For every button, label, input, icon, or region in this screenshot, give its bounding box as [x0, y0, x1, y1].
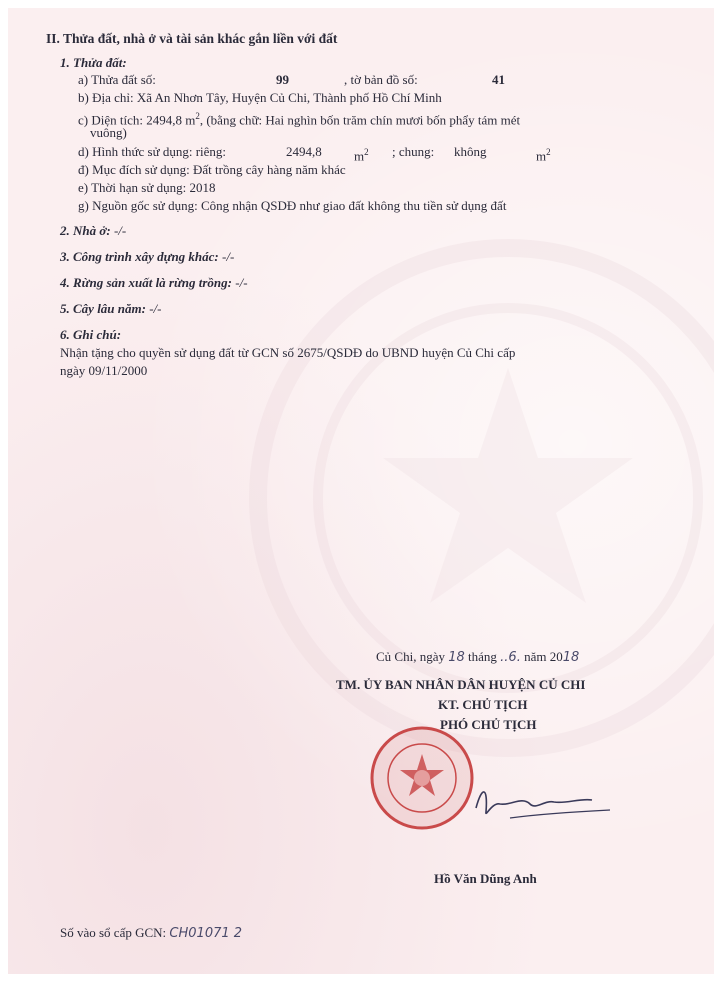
area-line-2: vuông) [90, 125, 127, 140]
sign-date-prefix: Củ Chi, ngày [376, 649, 445, 664]
house-row [60, 222, 126, 240]
usage-private-value: 2494,8 [286, 144, 322, 159]
area-line-text: c) Diện tích: 2494,8 m [78, 112, 196, 128]
usage-origin-line: g) Nguồn gốc sử dụng: Công nhận QSDĐ như giao đất không thu tiền sử dụng đất [78, 198, 507, 213]
sign-day: 18 [448, 650, 465, 665]
usage-unit-m: m [354, 148, 365, 164]
register-label: Số vào sổ cấp GCN: [60, 925, 167, 940]
house-heading: 2. Nhà ở: [60, 223, 111, 238]
trees-heading: 5. Cây lâu năm: [60, 301, 146, 316]
official-seal-icon [368, 724, 476, 832]
vice-chairman-title: PHÓ CHỦ TỊCH [440, 717, 537, 732]
sign-date [376, 648, 579, 667]
register-number [60, 924, 242, 943]
watermark-emblem [248, 188, 714, 808]
usage-unit-sup: 2 [364, 147, 369, 157]
map-sheet-value: 41 [492, 72, 505, 87]
area-line-rest: , (bằng chữ: Hai nghìn bốn trăm chín mươi bốn phẩy tám mét [199, 112, 521, 128]
house-value: -/- [113, 223, 127, 238]
signature-scribble-icon [470, 778, 620, 828]
notes-line-2: ngày 09/11/2000 [60, 363, 148, 378]
usage-common-label: ; chung: [392, 144, 435, 159]
section-title: II. Thửa đất, nhà ở và tài sản khác gắn liền với đất [46, 31, 338, 46]
forest-heading: 4. Rừng sản xuất là rừng trồng: [60, 275, 232, 290]
construction-heading: 3. Công trình xây dựng khác: [60, 249, 219, 264]
parcel-number-label: a) Thửa đất số: [78, 72, 156, 87]
issuing-org: TM. ỦY BAN NHÂN DÂN HUYỆN CỦ CHI [336, 677, 586, 692]
sign-month: ..6. [500, 650, 521, 665]
sign-year: 18 [562, 650, 580, 665]
notes-heading: 6. Ghi chú: [60, 327, 122, 342]
usage-unit-2 [536, 143, 551, 165]
trees-row [60, 300, 162, 318]
notes-line-1: Nhận tặng cho quyền sử dụng đất từ GCN số 2675/QSDĐ do UBND huyện Củ Chi cấp [60, 345, 516, 360]
map-sheet-label: , tờ bản đồ số: [344, 72, 418, 87]
usage-common-value: không [454, 144, 487, 159]
register-value: CH01071 2 [169, 926, 243, 941]
sign-year-label: năm 20 [524, 649, 563, 664]
trees-value: -/- [149, 301, 162, 316]
usage-form-label: d) Hình thức sử dụng: riêng: [78, 144, 227, 159]
parcel-heading: 1. Thửa đất: [60, 55, 127, 70]
sign-month-label: tháng [468, 649, 497, 664]
address-line: b) Địa chỉ: Xã An Nhơn Tây, Huyện Củ Chi, Thành phố Hồ Chí Minh [78, 90, 442, 105]
forest-row [60, 274, 248, 292]
parcel-number-value: 99 [276, 72, 289, 87]
construction-row [60, 248, 234, 266]
forest-value: -/- [235, 275, 248, 290]
usage-unit2-m: m [536, 148, 547, 164]
usage-purpose-line: đ) Mục đích sử dụng: Đất trồng cây hàng năm khác [78, 162, 346, 177]
signer-name: Hồ Văn Dũng Anh [434, 871, 537, 886]
kt-title: KT. CHỦ TỊCH [438, 697, 528, 712]
construction-value: -/- [222, 249, 235, 264]
usage-unit2-sup: 2 [546, 147, 551, 157]
usage-unit [354, 143, 369, 165]
usage-term-line: e) Thời hạn sử dụng: 2018 [78, 180, 216, 195]
area-sup: 2 [195, 111, 200, 121]
area-line [78, 107, 520, 129]
certificate-page [8, 8, 714, 974]
